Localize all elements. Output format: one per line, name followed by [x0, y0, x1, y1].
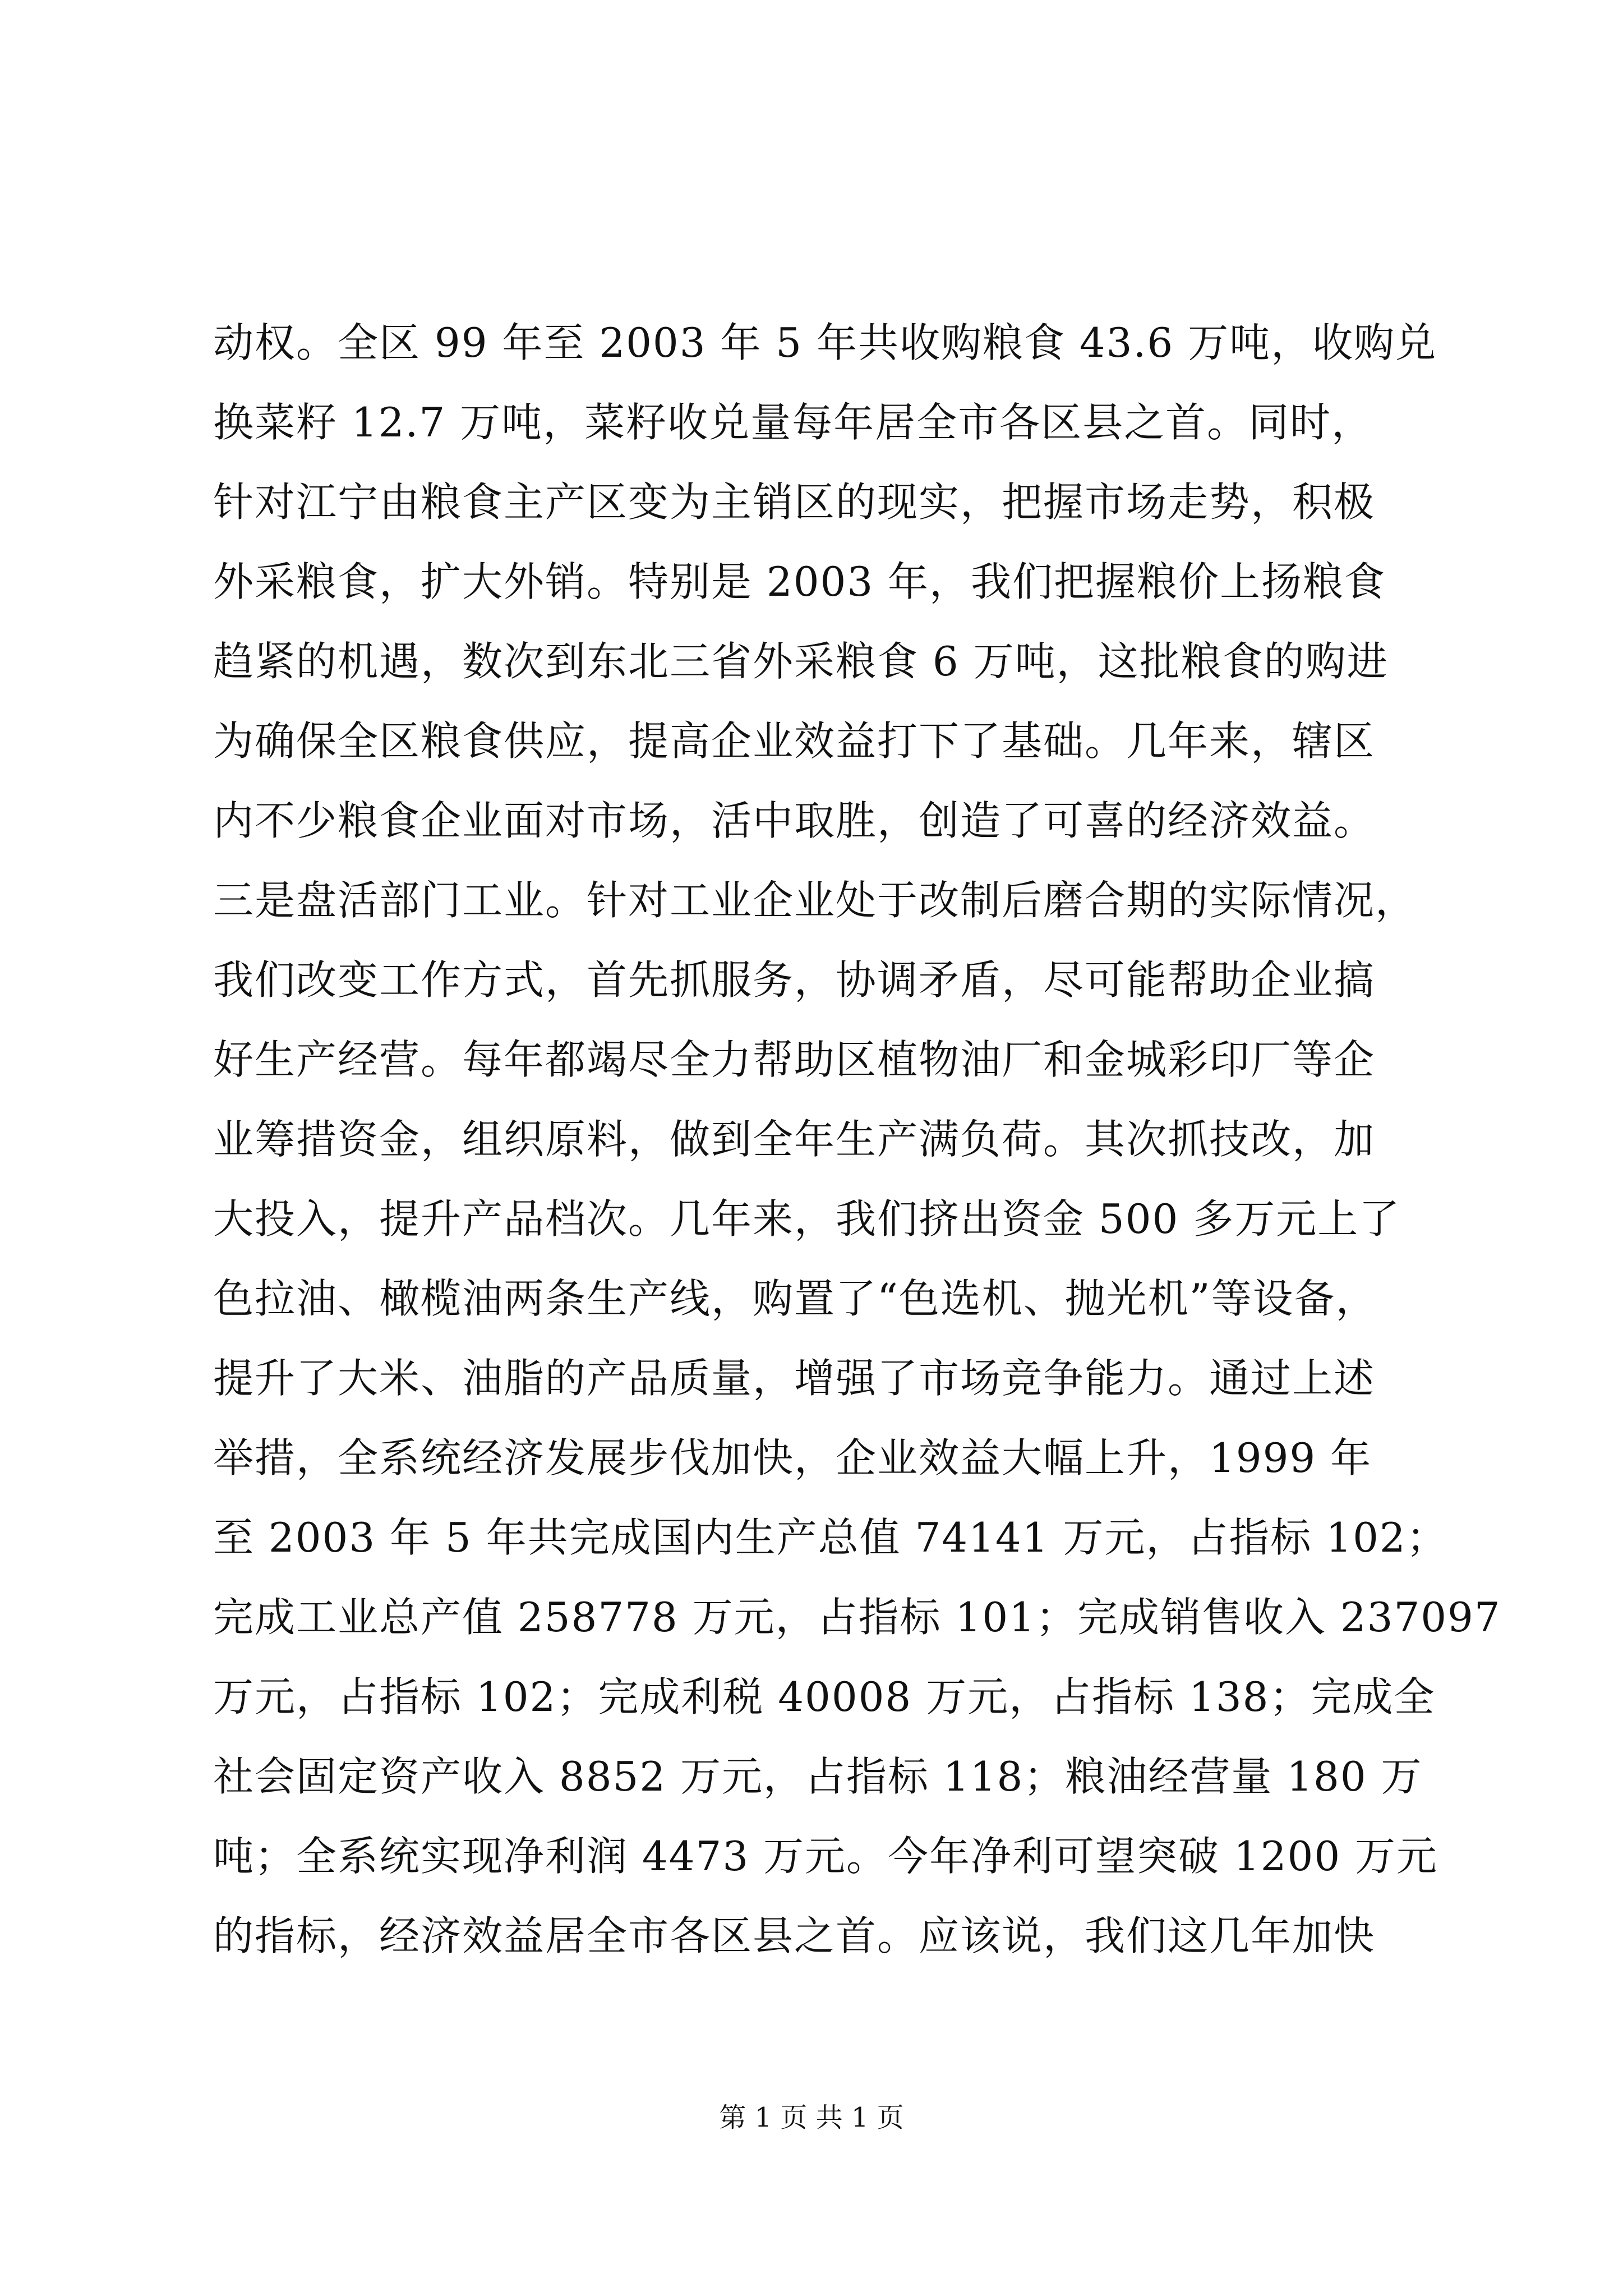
text-line: 色拉油、橄榄油两条生产线，购置了“色选机、抛光机”等设备， [213, 1275, 1377, 1322]
text-line: 我们改变工作方式，首先抓服务，协调矛盾，尽可能帮助企业搞 [213, 956, 1376, 1004]
text-line: 举措，全系统经济发展步伐加快，企业效益大幅上升，1999 年 [213, 1434, 1372, 1481]
text-line: 内不少粮食企业面对市场，活中取胜，创造了可喜的经济效益。 [213, 797, 1376, 844]
text-line: 动权。全区 99 年至 2003 年 5 年共收购粮食 43.6 万吨，收购兑 [213, 319, 1437, 366]
text-line: 大投入，提升产品档次。几年来，我们挤出资金 500 多万元上了 [213, 1195, 1401, 1243]
body-text [213, 303, 1501, 1976]
page-number-label: 第 1 页 共 1 页 [719, 2102, 904, 2133]
text-line: 至 2003 年 5 年共完成国内生产总值 74141 万元，占指标 102； [213, 1514, 1448, 1561]
text-line: 外采粮食，扩大外销。特别是 2003 年，我们把握粮价上扬粮食 [213, 558, 1386, 605]
text-line: 万元，占指标 102；完成利税 40008 万元，占指标 138；完成全 [213, 1673, 1436, 1720]
text-line: 业筹措资金，组织原料，做到全年生产满负荷。其次抓技改，加 [213, 1116, 1376, 1163]
text-line: 趋紧的机遇，数次到东北三省外采粮食 6 万吨，这批粮食的购进 [213, 638, 1389, 685]
text-line: 好生产经营。每年都竭尽全力帮助区植物油厂和金城彩印厂等企 [213, 1036, 1376, 1083]
text-line: 提升了大米、油脂的产品质量，增强了市场竞争能力。通过上述 [213, 1355, 1376, 1402]
text-line: 针对江宁由粮食主产区变为主销区的现实，把握市场走势，积极 [213, 478, 1376, 526]
text-line: 的指标，经济效益居全市各区县之首。应该说，我们这几年加快 [213, 1912, 1376, 1959]
text-line: 社会固定资产收入 8852 万元，占指标 118；粮油经营量 180 万 [213, 1753, 1423, 1800]
page-footer [0, 2101, 1623, 2134]
text-line: 完成工业总产值 258778 万元，占指标 101；完成销售收入 237097 [213, 1594, 1501, 1641]
text-line: 为确保全区粮食供应，提高企业效益打下了基础。几年来，辖区 [213, 717, 1376, 765]
text-line: 换菜籽 12.7 万吨，菜籽收兑量每年居全市各区县之首。同时， [213, 399, 1373, 446]
text-line: 三是盘活部门工业。针对工业企业处于改制后磨合期的实际情况， [213, 877, 1417, 924]
text-line: 吨；全系统实现净利润 4473 万元。今年净利可望突破 1200 万元 [213, 1833, 1438, 1880]
